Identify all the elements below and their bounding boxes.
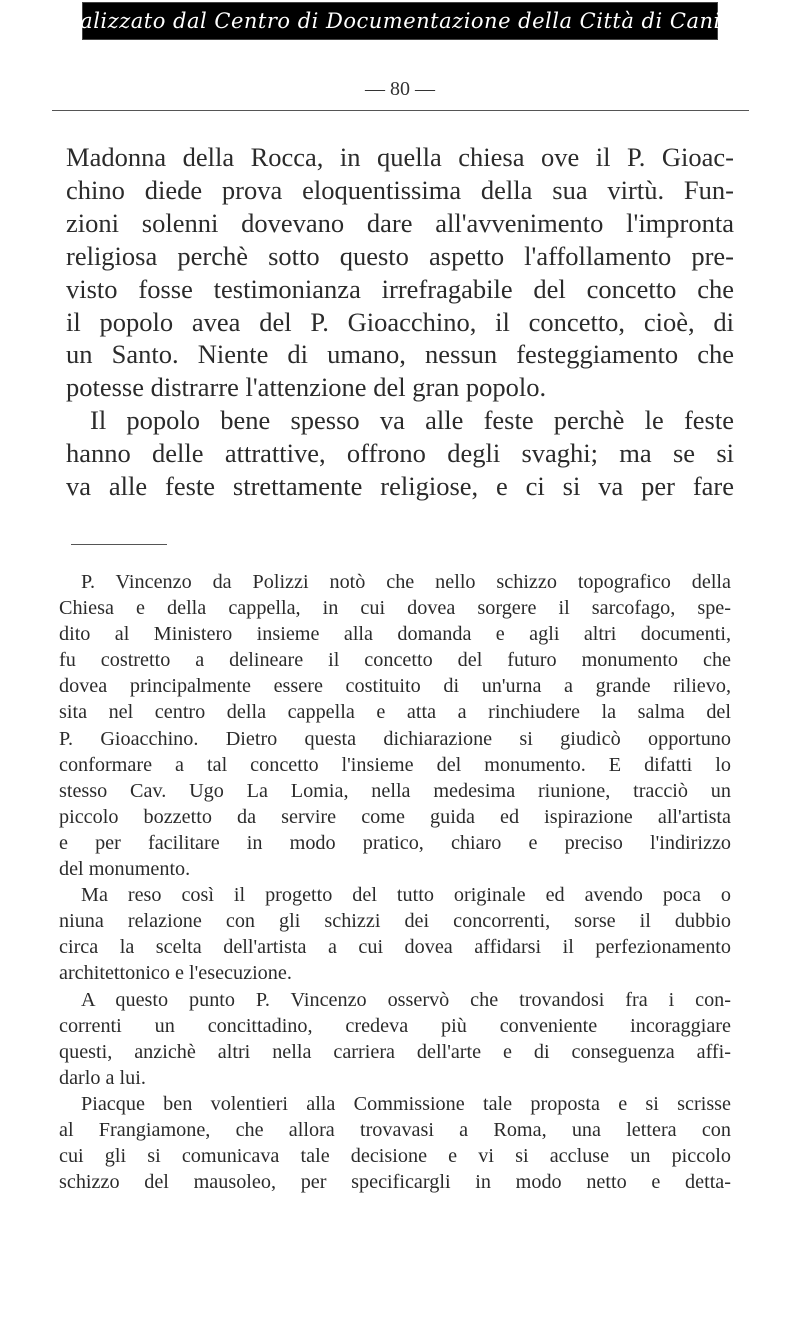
text-line: religiosa perchè sotto questo aspetto l'affollamento pre- [66, 240, 734, 271]
page-number: — 80 — [365, 78, 435, 100]
footnote-line: P. Gioacchino. Dietro questa dichiarazione si giudicò opportuno [59, 727, 731, 750]
footnote-line: architettonico e l'esecuzione. [59, 962, 292, 985]
footnote-line: al Frangiamone, che allora trovavasi a Roma, una lettera con [59, 1118, 731, 1141]
text-line: Il popolo bene spesso va alle feste perchè le feste [90, 405, 734, 436]
footnote-line: piccolo bozzetto da servire come guida ed ispirazione all'artista [59, 805, 731, 828]
footnote-line: e per facilitare in modo pratico, chiaro e preciso l'indirizzo [59, 831, 731, 854]
footnote-rule [71, 544, 167, 545]
digitization-banner [28, 2, 772, 40]
text-line: Madonna della Rocca, in quella chiesa ove il P. Gioac- [66, 142, 734, 172]
footnote-line: Chiesa e della cappella, in cui dovea sorgere il sarcofago, spe- [59, 597, 731, 620]
footnote-line: schizzo del mausoleo, per specificargli in modo netto e detta- [59, 1171, 731, 1194]
text-line: un Santo. Niente di umano, nessun festeggiamento che [66, 339, 734, 370]
main-text-block [66, 141, 734, 503]
footnote-line: questi, anzichè altri nella carriera dell'arte e di conseguenza affi- [59, 1040, 731, 1063]
footnote-line: del monumento. [59, 858, 191, 881]
footnote-line: cui gli si comunicava tale decisione e vi si accluse un piccolo [59, 1145, 731, 1168]
footnote-line: niuna relazione con gli schizzi dei concorrenti, sorse il dubbio [59, 910, 731, 933]
footnote-line: stesso Cav. Ugo La Lomia, nella medesima riunione, tracciò un [59, 779, 731, 802]
footnote-line: correnti un concittadino, credeva più conveniente incoraggiare [59, 1014, 731, 1037]
text-line: il popolo avea del P. Gioacchino, il concetto, cioè, di [66, 306, 734, 337]
footnotes-block [59, 569, 731, 1195]
footnote-line: dovea principalmente essere costituito di un'urna a grande rilievo, [59, 675, 731, 698]
header-rule [52, 110, 749, 111]
text-line: visto fosse testimonianza irrefragabile del concetto che [66, 273, 734, 304]
footnote-line: Piacque ben volentieri alla Commissione tale proposta e si scrisse [81, 1092, 731, 1115]
text-line: chino diede prova eloquentissima della sua virtù. Fun- [66, 174, 734, 205]
footnote-line: sita nel centro della cappella e atta a rinchiudere la salma del [59, 701, 731, 724]
footnote-line: dito al Ministero insieme alla domanda e agli altri documenti, [59, 623, 731, 646]
footnote-line: Ma reso così il progetto del tutto originale ed avendo poca o [81, 884, 731, 907]
text-line: zioni solenni dovevano dare all'avvenimento l'impronta [66, 207, 734, 238]
footnote-line: A questo punto P. Vincenzo osservò che trovandosi fra i con- [81, 988, 731, 1011]
footnote-line: conformare a tal concetto l'insieme del monumento. E difatti lo [59, 753, 731, 776]
text-line: va alle feste strettamente religiose, e ci si va per fare [66, 471, 734, 502]
footnote-line: circa la scelta dell'artista a cui dovea affidarsi il perfezionamento [59, 936, 731, 959]
footnote-line: darlo a lui. [59, 1066, 146, 1089]
text-line: potesse distrarre l'attenzione del gran popolo. [66, 372, 547, 403]
footnote-line: P. Vincenzo da Polizzi notò che nello schizzo topografico della [81, 571, 731, 593]
footnote-line: fu costretto a delineare il concetto del futuro monumento che [59, 649, 731, 672]
text-line: hanno delle attrattive, offrono degli svaghi; ma se si [66, 438, 734, 469]
banner-text: digitalizzato dal Centro di Documentazione della Città di Canicattì [28, 9, 772, 33]
